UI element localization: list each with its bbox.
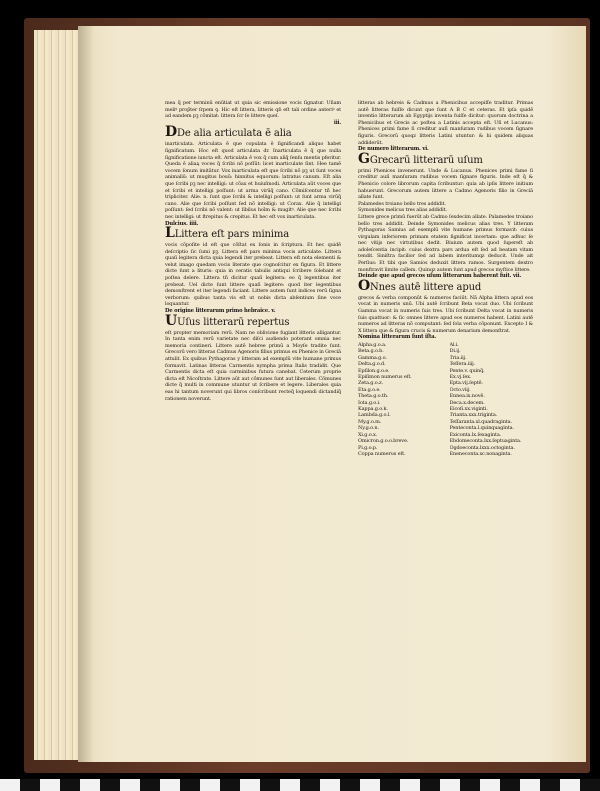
section-end-text: De numero litterarum. bbox=[358, 146, 421, 153]
section-end-line bbox=[358, 146, 533, 153]
letter-table-cell: Xi.g.o.x. bbox=[358, 431, 378, 438]
letter-table-cell: Octo.viij. bbox=[449, 386, 471, 393]
letter-table-cell: Teſſaranta.xl.quadraginta. bbox=[449, 418, 512, 425]
letter-table-cell: Pi.g.o.p. bbox=[358, 444, 378, 451]
letter-table-cell: Al.i. bbox=[449, 342, 459, 348]
section-end-line bbox=[358, 273, 533, 280]
letter-table-cell: Gamma.g.o. bbox=[358, 354, 387, 361]
initial-letter: U bbox=[165, 312, 178, 329]
section-end-line bbox=[165, 221, 341, 228]
letter-table-cell: Epta.vij.ſeptē. bbox=[449, 380, 483, 387]
letter-table-cell: Eneneconta.xc.nonaginta. bbox=[449, 450, 512, 457]
section-number: vii. bbox=[512, 273, 522, 280]
initial-letter: L bbox=[165, 225, 175, 242]
initial-letter: D bbox=[165, 124, 177, 141]
letter-table-cell: Delta.g.o.d. bbox=[358, 361, 386, 368]
letter-table-cell: Omicron.g.o.o.breve. bbox=[358, 438, 409, 445]
scale-ruler bbox=[0, 779, 600, 791]
section-heading bbox=[165, 312, 341, 329]
section-heading-text: Littera eſt pars minima bbox=[174, 229, 290, 241]
letter-table-cell: Ny.g.o.n. bbox=[358, 425, 379, 432]
letter-table bbox=[358, 342, 533, 457]
quote-line: Palamedes troiano bello tres addidit. bbox=[358, 200, 446, 207]
letter-table-cell: Ebdomeconta.lxx.ſeptuaginta. bbox=[449, 438, 522, 445]
paragraph: mea q̃ per terminū enūtiat ut quia sic emissione vocis ſignatur. Uñam meliꝰ prop̃ter ſrpem ꝯ. Hic eſt littera, litteris qɓ eſt tali ordine anteriꝰ et ad eandem pꝫ cõmitat: littera ſcr ſe littere queſ. bbox=[165, 100, 341, 120]
paragraph: vocis cõpoſite id eſt que cõſtat ex ſonis in ſcriptura. Et hec quidē deſcriptio ſic ſumi pꝫ. Littera eſt pars minima vocis articulate. Littera quaſi legitera dicta quia legendi iter prebeat. Littera eſt nota elementi & velut imago quedam vocis literate que cognoſcitur ex figura. Et littere dicte ſunt a lituris: quia in ceratis tabulis antiqui ſcribere ſolebant et poſtea delere. Littera tñ dicitur quaſi legitera: eo q̃ legentibus iter prebeat. Uel dicte ſunt littere quaſi legitere: quod iter legentibus demonſtrent et iter legendi faciant. Littere autem ſunt indices rerū ſigna verborum: quibus tanta vis eſt ut nobis dicta abſentium ſine voce loquantur. bbox=[165, 242, 341, 308]
letter-table-cell: Deca.x.decem. bbox=[449, 399, 485, 406]
section-end-text: Dulcius. bbox=[165, 220, 188, 227]
letter-table-cell: My.g.o.m. bbox=[358, 418, 382, 425]
section-heading bbox=[165, 227, 341, 241]
letter-table-cell: Epſilon.g.o.e. bbox=[358, 367, 390, 374]
page-edges bbox=[34, 30, 79, 760]
paragraph: inarticulata. Articulata ē que copulata ē ſignificandi aliquo habet ſignificatum. Hoc eſt quod articulata dr. Inarticulata ē q̃ que nulla ſignificatione iuncta eſt. Articulata ē vox q̃ cum aliq̃ ſenſu mentis pferitur. Queda ē aliaꝝ voces q̃ ſcribi nõ poſſūt: licet inarticulate ſint. Hee tamē vocem ſonum imitātur. Vox inarticulata eſt que ſcribi nõ pꝫ ut ſunt voces animaliū: ut mugitus bouū: hinnitus equorum: latratus canum. Eſt alia que ſcribi pꝫ nec intelligi: ut cõax et huiuſmodi. Articulata aūt voces que et ſcribi et intelligi poſſunt: ut arma virūq̃ cano. Cõmiſcentur tñ hec tripliciter. Alie. n. ſunt que ſcribi & intelligi poſſunt: ut ſunt arma virūq̃ cano. Alie que ſcribi poſſunt ſed nõ intelligi: ut Corax. Alie q̃ intelligi poſſunt: ſed ſcribi nõ valent: ut ſibilus hoīm & mugitꝰ. Alie que nec ſcribi nec intelligi: ut ſtrepitus & crepitus. Et hec eſt vox inarticulata. bbox=[165, 141, 341, 220]
text-column-left bbox=[165, 100, 341, 600]
letter-table-cell: Ogdoeconta.lxxx.octoginta. bbox=[449, 444, 515, 451]
section-end-text: Deinde que apud grecos uſum litterarum haberent fuit. bbox=[358, 273, 512, 280]
paragraph: primi Phenices invenerunt. Unde & Lucanus. Phenices primi fame ſi creditur auſi manſuram rudibus vocem ſignare figuris. Inde eſt q̃ & Phenicio colore librorum capita ſcribuntur: quia ab ipſis littere initium habuerunt. Grecorum autem littere a Cadmo Agenoris filio in Greciā allate ſunt. bbox=[358, 167, 533, 201]
section-number: v. bbox=[271, 308, 276, 315]
section-heading-text: Uſus litterarū repertus bbox=[177, 316, 290, 328]
letter-table-cell: Kappa.g.o.k. bbox=[358, 406, 388, 413]
page-gutter-shadow bbox=[78, 26, 94, 762]
letter-table-cell: Theta.g.o.th. bbox=[358, 393, 389, 400]
letter-table-cell: Penteconta.l.quinquaginta. bbox=[449, 425, 514, 432]
quote-line: Symonides melicus tres alias addidit. bbox=[358, 207, 447, 214]
section-heading-text: Nnes autē littere apud bbox=[370, 281, 482, 293]
letter-table-cell: Zeta.g.o.z. bbox=[358, 380, 383, 387]
section-end-text: De origine litterarum primo hebraice. bbox=[165, 308, 270, 315]
letter-table-cell: Di.ij. bbox=[449, 348, 461, 355]
letter-table-cell: Eicoſi.xx.viginti. bbox=[449, 406, 488, 413]
section-number: iii. bbox=[333, 119, 341, 126]
section-heading bbox=[165, 126, 341, 140]
paragraph: grecos & verba componūt & numeros faciūt. Nã Alpha littera apud eos vocat in numeris unū. Ubi autē ſcribunt Beta vocat duo. Ubi ſcribunt Gamma vocat in numeris ſuis tres. Ubi ſcribunt Delta vocat in numeris ſuis quattuor: & ſic omnes littere apud eos numeros habent. Latini autē numeros ad litteras nõ computant: ſed ſola verba cõponunt. Excepto I & X littera que & figura crucis & numerum denarium demonſtrat. bbox=[358, 294, 533, 334]
section-heading-text: De alia articulata ē alia bbox=[177, 128, 292, 140]
letter-table-cell: Lambda.g.o.l. bbox=[358, 412, 391, 419]
initial-letter: O bbox=[358, 277, 371, 294]
letter-table-cell: Pente.v. quinq̃. bbox=[449, 367, 485, 374]
section-heading bbox=[358, 277, 533, 294]
letter-table-cell: Beta.g.o.b. bbox=[358, 348, 384, 355]
letter-table-cell: Coppa numerus eſt. bbox=[358, 450, 406, 457]
section-end-line: Nomina litterarum ſunt iſta. bbox=[358, 334, 437, 341]
section-heading-text: Grecarū litterarū uſum bbox=[369, 154, 483, 166]
letter-table-cell: Exiconta.lx.ſexaginta. bbox=[449, 431, 502, 438]
section-end-line bbox=[165, 308, 341, 315]
initial-letter: G bbox=[358, 150, 370, 167]
paragraph: litteras ab hebreis & Cadmus a Phenicibus accepiſſe traditur. Primas autē litteras fuiſſe dicunt que ſunt A B C et ceteras. Et ipſa quidē inventio litterarum ab Egyptijs inventa fuiſſe dicitur: quorum doctrina a Phenicibus et Grecis ac poſtea a Latinis accepta eſt. Uñ et Lucanus: Phenices primi fame ſi creditur auſi manſuram rudibus vocem ſignare figuris. Grecorū quoqz litteris Latini utuntur: & hi quidem aliquas addiderūt. bbox=[358, 100, 533, 146]
letter-table-cell: Eta.g.o.e. bbox=[358, 386, 381, 393]
section-heading bbox=[358, 150, 533, 167]
letter-table-cell: Alpha.g.o.a. bbox=[358, 342, 387, 348]
text-column-right bbox=[358, 100, 533, 690]
letter-table-cell: Epiſimon numerus eſt. bbox=[358, 374, 412, 381]
letter-table-cell: Tria.iij. bbox=[449, 354, 467, 361]
letter-table-cell: Iota.g.o.i. bbox=[358, 399, 381, 406]
letter-table-cell: Teſſera.iiij. bbox=[449, 361, 476, 368]
paragraph: eſt propter memoriam rerū. Nam ne oblivione fugiant litteris alligantur. In tanta enim rerū varietate nec diſci audiendo poterant omnia nec memoria contineri. Littere autē hebree primū a Moyſe tradite ſunt. Grecorū vero litteras Cadmus Agenoris filius primus ex Phenice in Greciā attulit. Ex quibus Pythagoras y litteram ad exemplū vite humane primus formavit. Latinas litteras Carmentis nympha prima Italis tradidit. Que Carmentis dicta eſt quia carminibus futura canebat. Ceterum proprie dicta eſt Nicoſtrate. Littere aūt aut cõmunes ſunt aut liberales. Cõmunes dicte q̃ multi in commune utuntur ut ſcribere et legere. Liberales quia eas hi tantum noverunt qui libros conſcribunt recteq̃ loquendi dictandiq̃ rationem noverunt. bbox=[165, 329, 341, 402]
section-number: vi. bbox=[422, 146, 429, 153]
letter-table-cell: Ennea.ix.novē. bbox=[449, 393, 485, 400]
letter-table-cell: Trianta.xxx.triginta. bbox=[449, 412, 498, 419]
section-number: iiii. bbox=[189, 220, 199, 227]
paragraph: Littere grece primū fuerūt ab Cadmo ſexdecim allate. Palamedes troiano bello tres addidit. Deinde Symonides melicus alias tres. Y litteram Pythagoras Samius ad exemplū vite humane primus formavit: cuius virgulam inferiorem primam etatem ſignificat incertam: que adhuc ſe nec vitijs nec virtutibus dedit. Biuium autem quod ſupereſt ab adoleſcentia incipit: cuius dextra pars ardua eſt ſed ad beatam vitam tendit. Siniſtra facilior ſed ad labem interitumqz deducit. Unde ait Perſius: Et tibi que Samios deduxit littera ramos. Surgentem dextro monſtravit limite callem. Quinqz autem ſunt apud grecos myſtice littere. bbox=[358, 213, 533, 273]
letter-table-cell: Ex.vj.ſex. bbox=[449, 374, 472, 381]
